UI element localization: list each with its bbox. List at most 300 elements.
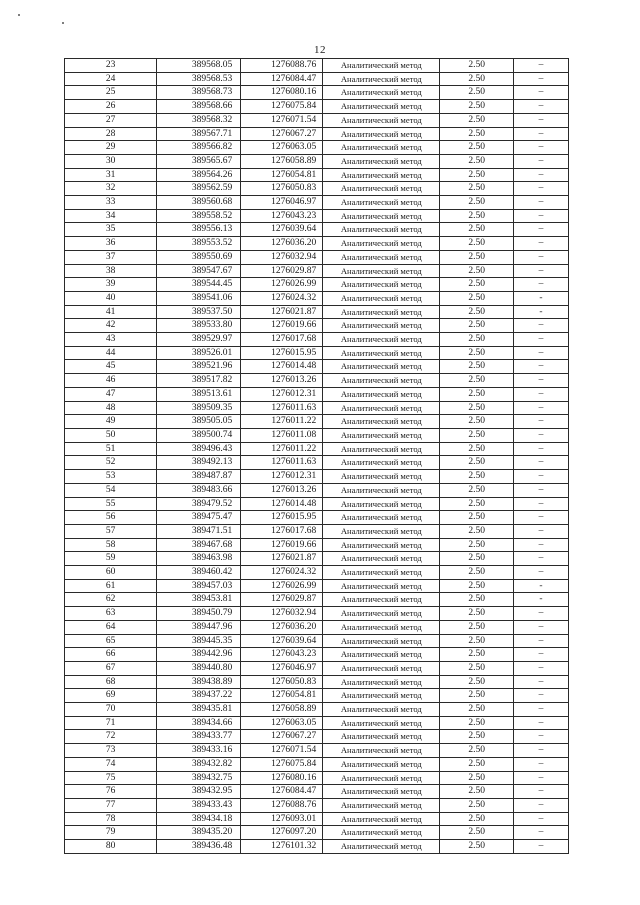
cell-y-coordinate: 1276014.48 bbox=[241, 360, 323, 374]
cell-accuracy: 2.50 bbox=[440, 223, 514, 237]
cell-y-coordinate: 1276067.27 bbox=[241, 127, 323, 141]
cell-method: Аналитический метод bbox=[323, 72, 440, 86]
cell-y-coordinate: 1276036.20 bbox=[241, 620, 323, 634]
table-row bbox=[65, 333, 569, 347]
cell-note: – bbox=[514, 757, 569, 771]
cell-note: – bbox=[514, 634, 569, 648]
cell-y-coordinate: 1276011.08 bbox=[241, 428, 323, 442]
cell-accuracy: 2.50 bbox=[440, 675, 514, 689]
cell-method: Аналитический метод bbox=[323, 113, 440, 127]
cell-accuracy: 2.50 bbox=[440, 524, 514, 538]
cell-point-number: 55 bbox=[65, 497, 157, 511]
cell-y-coordinate: 1276015.95 bbox=[241, 511, 323, 525]
cell-y-coordinate: 1276058.89 bbox=[241, 154, 323, 168]
cell-note: – bbox=[514, 401, 569, 415]
table-row bbox=[65, 634, 569, 648]
cell-y-coordinate: 1276039.64 bbox=[241, 223, 323, 237]
cell-point-number: 42 bbox=[65, 319, 157, 333]
cell-note: – bbox=[514, 470, 569, 484]
cell-x-coordinate: 389533.80 bbox=[157, 319, 241, 333]
cell-note: – bbox=[514, 387, 569, 401]
cell-y-coordinate: 1276029.87 bbox=[241, 264, 323, 278]
table-row bbox=[65, 840, 569, 854]
cell-point-number: 69 bbox=[65, 689, 157, 703]
cell-point-number: 61 bbox=[65, 579, 157, 593]
cell-accuracy: 2.50 bbox=[440, 428, 514, 442]
cell-x-coordinate: 389567.71 bbox=[157, 127, 241, 141]
table-row bbox=[65, 387, 569, 401]
cell-x-coordinate: 389513.61 bbox=[157, 387, 241, 401]
cell-accuracy: 2.50 bbox=[440, 264, 514, 278]
table-row bbox=[65, 757, 569, 771]
cell-x-coordinate: 389509.35 bbox=[157, 401, 241, 415]
cell-method: Аналитический метод bbox=[323, 100, 440, 114]
cell-point-number: 78 bbox=[65, 812, 157, 826]
cell-method: Аналитический метод bbox=[323, 675, 440, 689]
cell-y-coordinate: 1276032.94 bbox=[241, 250, 323, 264]
cell-point-number: 73 bbox=[65, 744, 157, 758]
cell-point-number: 36 bbox=[65, 237, 157, 251]
cell-point-number: 64 bbox=[65, 620, 157, 634]
cell-method: Аналитический метод bbox=[323, 607, 440, 621]
cell-y-coordinate: 1276058.89 bbox=[241, 703, 323, 717]
cell-method: Аналитический метод bbox=[323, 826, 440, 840]
table-row bbox=[65, 360, 569, 374]
cell-y-coordinate: 1276011.63 bbox=[241, 456, 323, 470]
cell-point-number: 52 bbox=[65, 456, 157, 470]
cell-note: – bbox=[514, 648, 569, 662]
cell-method: Аналитический метод bbox=[323, 223, 440, 237]
cell-accuracy: 2.50 bbox=[440, 346, 514, 360]
cell-note: – bbox=[514, 538, 569, 552]
cell-x-coordinate: 389460.42 bbox=[157, 566, 241, 580]
cell-x-coordinate: 389541.06 bbox=[157, 291, 241, 305]
cell-accuracy: 2.50 bbox=[440, 785, 514, 799]
cell-note: – bbox=[514, 840, 569, 854]
cell-y-coordinate: 1276046.97 bbox=[241, 661, 323, 675]
table-row bbox=[65, 798, 569, 812]
cell-x-coordinate: 389505.05 bbox=[157, 415, 241, 429]
cell-note: – bbox=[514, 566, 569, 580]
table-row bbox=[65, 620, 569, 634]
table-row bbox=[65, 442, 569, 456]
cell-accuracy: 2.50 bbox=[440, 661, 514, 675]
cell-note: – bbox=[514, 524, 569, 538]
cell-point-number: 46 bbox=[65, 374, 157, 388]
cell-x-coordinate: 389440.80 bbox=[157, 661, 241, 675]
cell-y-coordinate: 1276071.54 bbox=[241, 744, 323, 758]
cell-accuracy: 2.50 bbox=[440, 209, 514, 223]
cell-method: Аналитический метод bbox=[323, 346, 440, 360]
cell-x-coordinate: 389521.96 bbox=[157, 360, 241, 374]
cell-point-number: 77 bbox=[65, 798, 157, 812]
cell-point-number: 72 bbox=[65, 730, 157, 744]
cell-x-coordinate: 389436.48 bbox=[157, 840, 241, 854]
cell-method: Аналитический метод bbox=[323, 250, 440, 264]
cell-x-coordinate: 389500.74 bbox=[157, 428, 241, 442]
table-row bbox=[65, 566, 569, 580]
cell-y-coordinate: 1276088.76 bbox=[241, 798, 323, 812]
cell-point-number: 80 bbox=[65, 840, 157, 854]
cell-point-number: 28 bbox=[65, 127, 157, 141]
cell-accuracy: 2.50 bbox=[440, 141, 514, 155]
cell-x-coordinate: 389558.52 bbox=[157, 209, 241, 223]
cell-point-number: 38 bbox=[65, 264, 157, 278]
table-row bbox=[65, 415, 569, 429]
cell-x-coordinate: 389568.05 bbox=[157, 59, 241, 73]
cell-point-number: 75 bbox=[65, 771, 157, 785]
cell-method: Аналитический метод bbox=[323, 319, 440, 333]
cell-x-coordinate: 389437.22 bbox=[157, 689, 241, 703]
cell-method: Аналитический метод bbox=[323, 278, 440, 292]
cell-y-coordinate: 1276014.48 bbox=[241, 497, 323, 511]
cell-note: - bbox=[514, 305, 569, 319]
cell-accuracy: 2.50 bbox=[440, 319, 514, 333]
cell-note: – bbox=[514, 209, 569, 223]
cell-y-coordinate: 1276013.26 bbox=[241, 374, 323, 388]
cell-y-coordinate: 1276075.84 bbox=[241, 757, 323, 771]
cell-point-number: 23 bbox=[65, 59, 157, 73]
cell-accuracy: 2.50 bbox=[440, 86, 514, 100]
cell-x-coordinate: 389435.81 bbox=[157, 703, 241, 717]
cell-x-coordinate: 389492.13 bbox=[157, 456, 241, 470]
cell-note: – bbox=[514, 483, 569, 497]
table-row bbox=[65, 497, 569, 511]
cell-note: – bbox=[514, 59, 569, 73]
table-row bbox=[65, 154, 569, 168]
cell-method: Аналитический метод bbox=[323, 182, 440, 196]
cell-method: Аналитический метод bbox=[323, 497, 440, 511]
cell-y-coordinate: 1276088.76 bbox=[241, 59, 323, 73]
cell-method: Аналитический метод bbox=[323, 264, 440, 278]
cell-note: – bbox=[514, 237, 569, 251]
cell-point-number: 26 bbox=[65, 100, 157, 114]
cell-note: – bbox=[514, 689, 569, 703]
cell-point-number: 44 bbox=[65, 346, 157, 360]
cell-y-coordinate: 1276063.05 bbox=[241, 716, 323, 730]
cell-y-coordinate: 1276050.83 bbox=[241, 182, 323, 196]
cell-method: Аналитический метод bbox=[323, 634, 440, 648]
cell-x-coordinate: 389447.96 bbox=[157, 620, 241, 634]
cell-y-coordinate: 1276011.22 bbox=[241, 442, 323, 456]
cell-x-coordinate: 389445.35 bbox=[157, 634, 241, 648]
cell-x-coordinate: 389568.66 bbox=[157, 100, 241, 114]
cell-y-coordinate: 1276084.47 bbox=[241, 785, 323, 799]
table-row bbox=[65, 771, 569, 785]
cell-note: – bbox=[514, 333, 569, 347]
cell-x-coordinate: 389556.13 bbox=[157, 223, 241, 237]
cell-point-number: 43 bbox=[65, 333, 157, 347]
cell-point-number: 41 bbox=[65, 305, 157, 319]
cell-point-number: 45 bbox=[65, 360, 157, 374]
cell-note: – bbox=[514, 826, 569, 840]
cell-point-number: 27 bbox=[65, 113, 157, 127]
table-row bbox=[65, 428, 569, 442]
table-body bbox=[65, 59, 569, 854]
cell-x-coordinate: 389475.47 bbox=[157, 511, 241, 525]
cell-x-coordinate: 389526.01 bbox=[157, 346, 241, 360]
table-row bbox=[65, 319, 569, 333]
cell-accuracy: 2.50 bbox=[440, 703, 514, 717]
cell-x-coordinate: 389432.95 bbox=[157, 785, 241, 799]
table-row bbox=[65, 689, 569, 703]
cell-method: Аналитический метод bbox=[323, 483, 440, 497]
cell-y-coordinate: 1276080.16 bbox=[241, 86, 323, 100]
table-row bbox=[65, 237, 569, 251]
cell-accuracy: 2.50 bbox=[440, 333, 514, 347]
table-row bbox=[65, 716, 569, 730]
cell-accuracy: 2.50 bbox=[440, 483, 514, 497]
cell-point-number: 47 bbox=[65, 387, 157, 401]
cell-x-coordinate: 389479.52 bbox=[157, 497, 241, 511]
cell-method: Аналитический метод bbox=[323, 237, 440, 251]
cell-x-coordinate: 389564.26 bbox=[157, 168, 241, 182]
cell-y-coordinate: 1276043.23 bbox=[241, 209, 323, 223]
cell-y-coordinate: 1276021.87 bbox=[241, 305, 323, 319]
table-row bbox=[65, 100, 569, 114]
cell-note: – bbox=[514, 182, 569, 196]
table-row bbox=[65, 579, 569, 593]
cell-note: – bbox=[514, 771, 569, 785]
cell-note: – bbox=[514, 319, 569, 333]
cell-accuracy: 2.50 bbox=[440, 826, 514, 840]
cell-x-coordinate: 389566.82 bbox=[157, 141, 241, 155]
cell-note: – bbox=[514, 72, 569, 86]
cell-method: Аналитический метод bbox=[323, 771, 440, 785]
cell-point-number: 37 bbox=[65, 250, 157, 264]
cell-point-number: 67 bbox=[65, 661, 157, 675]
table-row bbox=[65, 59, 569, 73]
table-row bbox=[65, 675, 569, 689]
cell-method: Аналитический метод bbox=[323, 168, 440, 182]
cell-x-coordinate: 389568.73 bbox=[157, 86, 241, 100]
cell-accuracy: 2.50 bbox=[440, 757, 514, 771]
cell-note: – bbox=[514, 100, 569, 114]
cell-accuracy: 2.50 bbox=[440, 470, 514, 484]
cell-accuracy: 2.50 bbox=[440, 100, 514, 114]
cell-note: – bbox=[514, 223, 569, 237]
cell-accuracy: 2.50 bbox=[440, 196, 514, 210]
cell-x-coordinate: 389432.75 bbox=[157, 771, 241, 785]
cell-note: – bbox=[514, 154, 569, 168]
cell-method: Аналитический метод bbox=[323, 305, 440, 319]
cell-y-coordinate: 1276080.16 bbox=[241, 771, 323, 785]
cell-method: Аналитический метод bbox=[323, 840, 440, 854]
cell-note: – bbox=[514, 141, 569, 155]
cell-method: Аналитический метод bbox=[323, 360, 440, 374]
cell-y-coordinate: 1276054.81 bbox=[241, 168, 323, 182]
cell-accuracy: 2.50 bbox=[440, 442, 514, 456]
cell-accuracy: 2.50 bbox=[440, 771, 514, 785]
cell-method: Аналитический метод bbox=[323, 579, 440, 593]
cell-point-number: 31 bbox=[65, 168, 157, 182]
cell-point-number: 24 bbox=[65, 72, 157, 86]
cell-note: – bbox=[514, 675, 569, 689]
cell-y-coordinate: 1276050.83 bbox=[241, 675, 323, 689]
cell-note: – bbox=[514, 360, 569, 374]
cell-note: – bbox=[514, 607, 569, 621]
cell-note: – bbox=[514, 278, 569, 292]
cell-x-coordinate: 389544.45 bbox=[157, 278, 241, 292]
cell-accuracy: 2.50 bbox=[440, 620, 514, 634]
table-row bbox=[65, 223, 569, 237]
cell-note: – bbox=[514, 730, 569, 744]
cell-y-coordinate: 1276026.99 bbox=[241, 278, 323, 292]
cell-x-coordinate: 389550.69 bbox=[157, 250, 241, 264]
cell-point-number: 59 bbox=[65, 552, 157, 566]
cell-method: Аналитический метод bbox=[323, 415, 440, 429]
cell-note: – bbox=[514, 442, 569, 456]
cell-method: Аналитический метод bbox=[323, 141, 440, 155]
cell-accuracy: 2.50 bbox=[440, 360, 514, 374]
cell-point-number: 68 bbox=[65, 675, 157, 689]
cell-accuracy: 2.50 bbox=[440, 648, 514, 662]
cell-point-number: 76 bbox=[65, 785, 157, 799]
cell-y-coordinate: 1276013.26 bbox=[241, 483, 323, 497]
cell-accuracy: 2.50 bbox=[440, 812, 514, 826]
cell-x-coordinate: 389529.97 bbox=[157, 333, 241, 347]
cell-accuracy: 2.50 bbox=[440, 716, 514, 730]
cell-note: – bbox=[514, 744, 569, 758]
cell-y-coordinate: 1276067.27 bbox=[241, 730, 323, 744]
cell-method: Аналитический метод bbox=[323, 442, 440, 456]
cell-note: – bbox=[514, 703, 569, 717]
cell-x-coordinate: 389457.03 bbox=[157, 579, 241, 593]
cell-y-coordinate: 1276024.32 bbox=[241, 566, 323, 580]
table-row bbox=[65, 648, 569, 662]
cell-accuracy: 2.50 bbox=[440, 168, 514, 182]
table-row bbox=[65, 744, 569, 758]
cell-x-coordinate: 389467.68 bbox=[157, 538, 241, 552]
table-row bbox=[65, 785, 569, 799]
cell-accuracy: 2.50 bbox=[440, 798, 514, 812]
table-row bbox=[65, 72, 569, 86]
cell-method: Аналитический метод bbox=[323, 566, 440, 580]
cell-note: – bbox=[514, 374, 569, 388]
cell-accuracy: 2.50 bbox=[440, 689, 514, 703]
cell-x-coordinate: 389547.67 bbox=[157, 264, 241, 278]
cell-x-coordinate: 389433.16 bbox=[157, 744, 241, 758]
cell-point-number: 54 bbox=[65, 483, 157, 497]
cell-method: Аналитический метод bbox=[323, 593, 440, 607]
cell-x-coordinate: 389433.43 bbox=[157, 798, 241, 812]
cell-accuracy: 2.50 bbox=[440, 744, 514, 758]
cell-x-coordinate: 389568.32 bbox=[157, 113, 241, 127]
cell-method: Аналитический метод bbox=[323, 291, 440, 305]
scan-speck bbox=[18, 14, 20, 16]
cell-method: Аналитический метод bbox=[323, 524, 440, 538]
page-number: 12 bbox=[314, 44, 326, 56]
cell-accuracy: 2.50 bbox=[440, 401, 514, 415]
cell-point-number: 33 bbox=[65, 196, 157, 210]
cell-x-coordinate: 389434.66 bbox=[157, 716, 241, 730]
cell-note: – bbox=[514, 798, 569, 812]
cell-point-number: 60 bbox=[65, 566, 157, 580]
cell-x-coordinate: 389463.98 bbox=[157, 552, 241, 566]
cell-y-coordinate: 1276012.31 bbox=[241, 387, 323, 401]
cell-method: Аналитический метод bbox=[323, 785, 440, 799]
cell-accuracy: 2.50 bbox=[440, 634, 514, 648]
cell-method: Аналитический метод bbox=[323, 744, 440, 758]
cell-y-coordinate: 1276046.97 bbox=[241, 196, 323, 210]
cell-point-number: 29 bbox=[65, 141, 157, 155]
cell-y-coordinate: 1276011.22 bbox=[241, 415, 323, 429]
table-row bbox=[65, 593, 569, 607]
table-row bbox=[65, 113, 569, 127]
cell-method: Аналитический метод bbox=[323, 86, 440, 100]
cell-note: – bbox=[514, 661, 569, 675]
cell-point-number: 49 bbox=[65, 415, 157, 429]
cell-point-number: 56 bbox=[65, 511, 157, 525]
cell-accuracy: 2.50 bbox=[440, 456, 514, 470]
cell-y-coordinate: 1276036.20 bbox=[241, 237, 323, 251]
cell-method: Аналитический метод bbox=[323, 401, 440, 415]
cell-point-number: 32 bbox=[65, 182, 157, 196]
cell-method: Аналитический метод bbox=[323, 716, 440, 730]
table-row bbox=[65, 812, 569, 826]
cell-point-number: 74 bbox=[65, 757, 157, 771]
cell-y-coordinate: 1276011.63 bbox=[241, 401, 323, 415]
cell-x-coordinate: 389471.51 bbox=[157, 524, 241, 538]
table-row bbox=[65, 538, 569, 552]
cell-method: Аналитический метод bbox=[323, 154, 440, 168]
cell-accuracy: 2.50 bbox=[440, 607, 514, 621]
cell-point-number: 50 bbox=[65, 428, 157, 442]
table-row bbox=[65, 196, 569, 210]
table-row bbox=[65, 552, 569, 566]
cell-accuracy: 2.50 bbox=[440, 552, 514, 566]
cell-accuracy: 2.50 bbox=[440, 579, 514, 593]
cell-method: Аналитический метод bbox=[323, 470, 440, 484]
table-row bbox=[65, 730, 569, 744]
table-row bbox=[65, 703, 569, 717]
cell-point-number: 53 bbox=[65, 470, 157, 484]
cell-method: Аналитический метод bbox=[323, 511, 440, 525]
cell-x-coordinate: 389537.50 bbox=[157, 305, 241, 319]
cell-accuracy: 2.50 bbox=[440, 127, 514, 141]
cell-accuracy: 2.50 bbox=[440, 59, 514, 73]
cell-note: – bbox=[514, 812, 569, 826]
cell-point-number: 35 bbox=[65, 223, 157, 237]
cell-note: – bbox=[514, 250, 569, 264]
table-row bbox=[65, 346, 569, 360]
cell-note: – bbox=[514, 346, 569, 360]
table-row bbox=[65, 264, 569, 278]
cell-accuracy: 2.50 bbox=[440, 72, 514, 86]
cell-x-coordinate: 389565.67 bbox=[157, 154, 241, 168]
cell-y-coordinate: 1276019.66 bbox=[241, 319, 323, 333]
cell-x-coordinate: 389450.79 bbox=[157, 607, 241, 621]
cell-method: Аналитический метод bbox=[323, 648, 440, 662]
cell-y-coordinate: 1276101.32 bbox=[241, 840, 323, 854]
cell-x-coordinate: 389453.81 bbox=[157, 593, 241, 607]
cell-y-coordinate: 1276039.64 bbox=[241, 634, 323, 648]
cell-x-coordinate: 389568.53 bbox=[157, 72, 241, 86]
cell-y-coordinate: 1276097.20 bbox=[241, 826, 323, 840]
cell-accuracy: 2.50 bbox=[440, 278, 514, 292]
cell-x-coordinate: 389442.96 bbox=[157, 648, 241, 662]
cell-y-coordinate: 1276017.68 bbox=[241, 524, 323, 538]
cell-method: Аналитический метод bbox=[323, 428, 440, 442]
cell-note: - bbox=[514, 593, 569, 607]
cell-method: Аналитический метод bbox=[323, 757, 440, 771]
cell-y-coordinate: 1276075.84 bbox=[241, 100, 323, 114]
cell-accuracy: 2.50 bbox=[440, 566, 514, 580]
table-row bbox=[65, 250, 569, 264]
cell-accuracy: 2.50 bbox=[440, 250, 514, 264]
cell-method: Аналитический метод bbox=[323, 812, 440, 826]
table-row bbox=[65, 291, 569, 305]
